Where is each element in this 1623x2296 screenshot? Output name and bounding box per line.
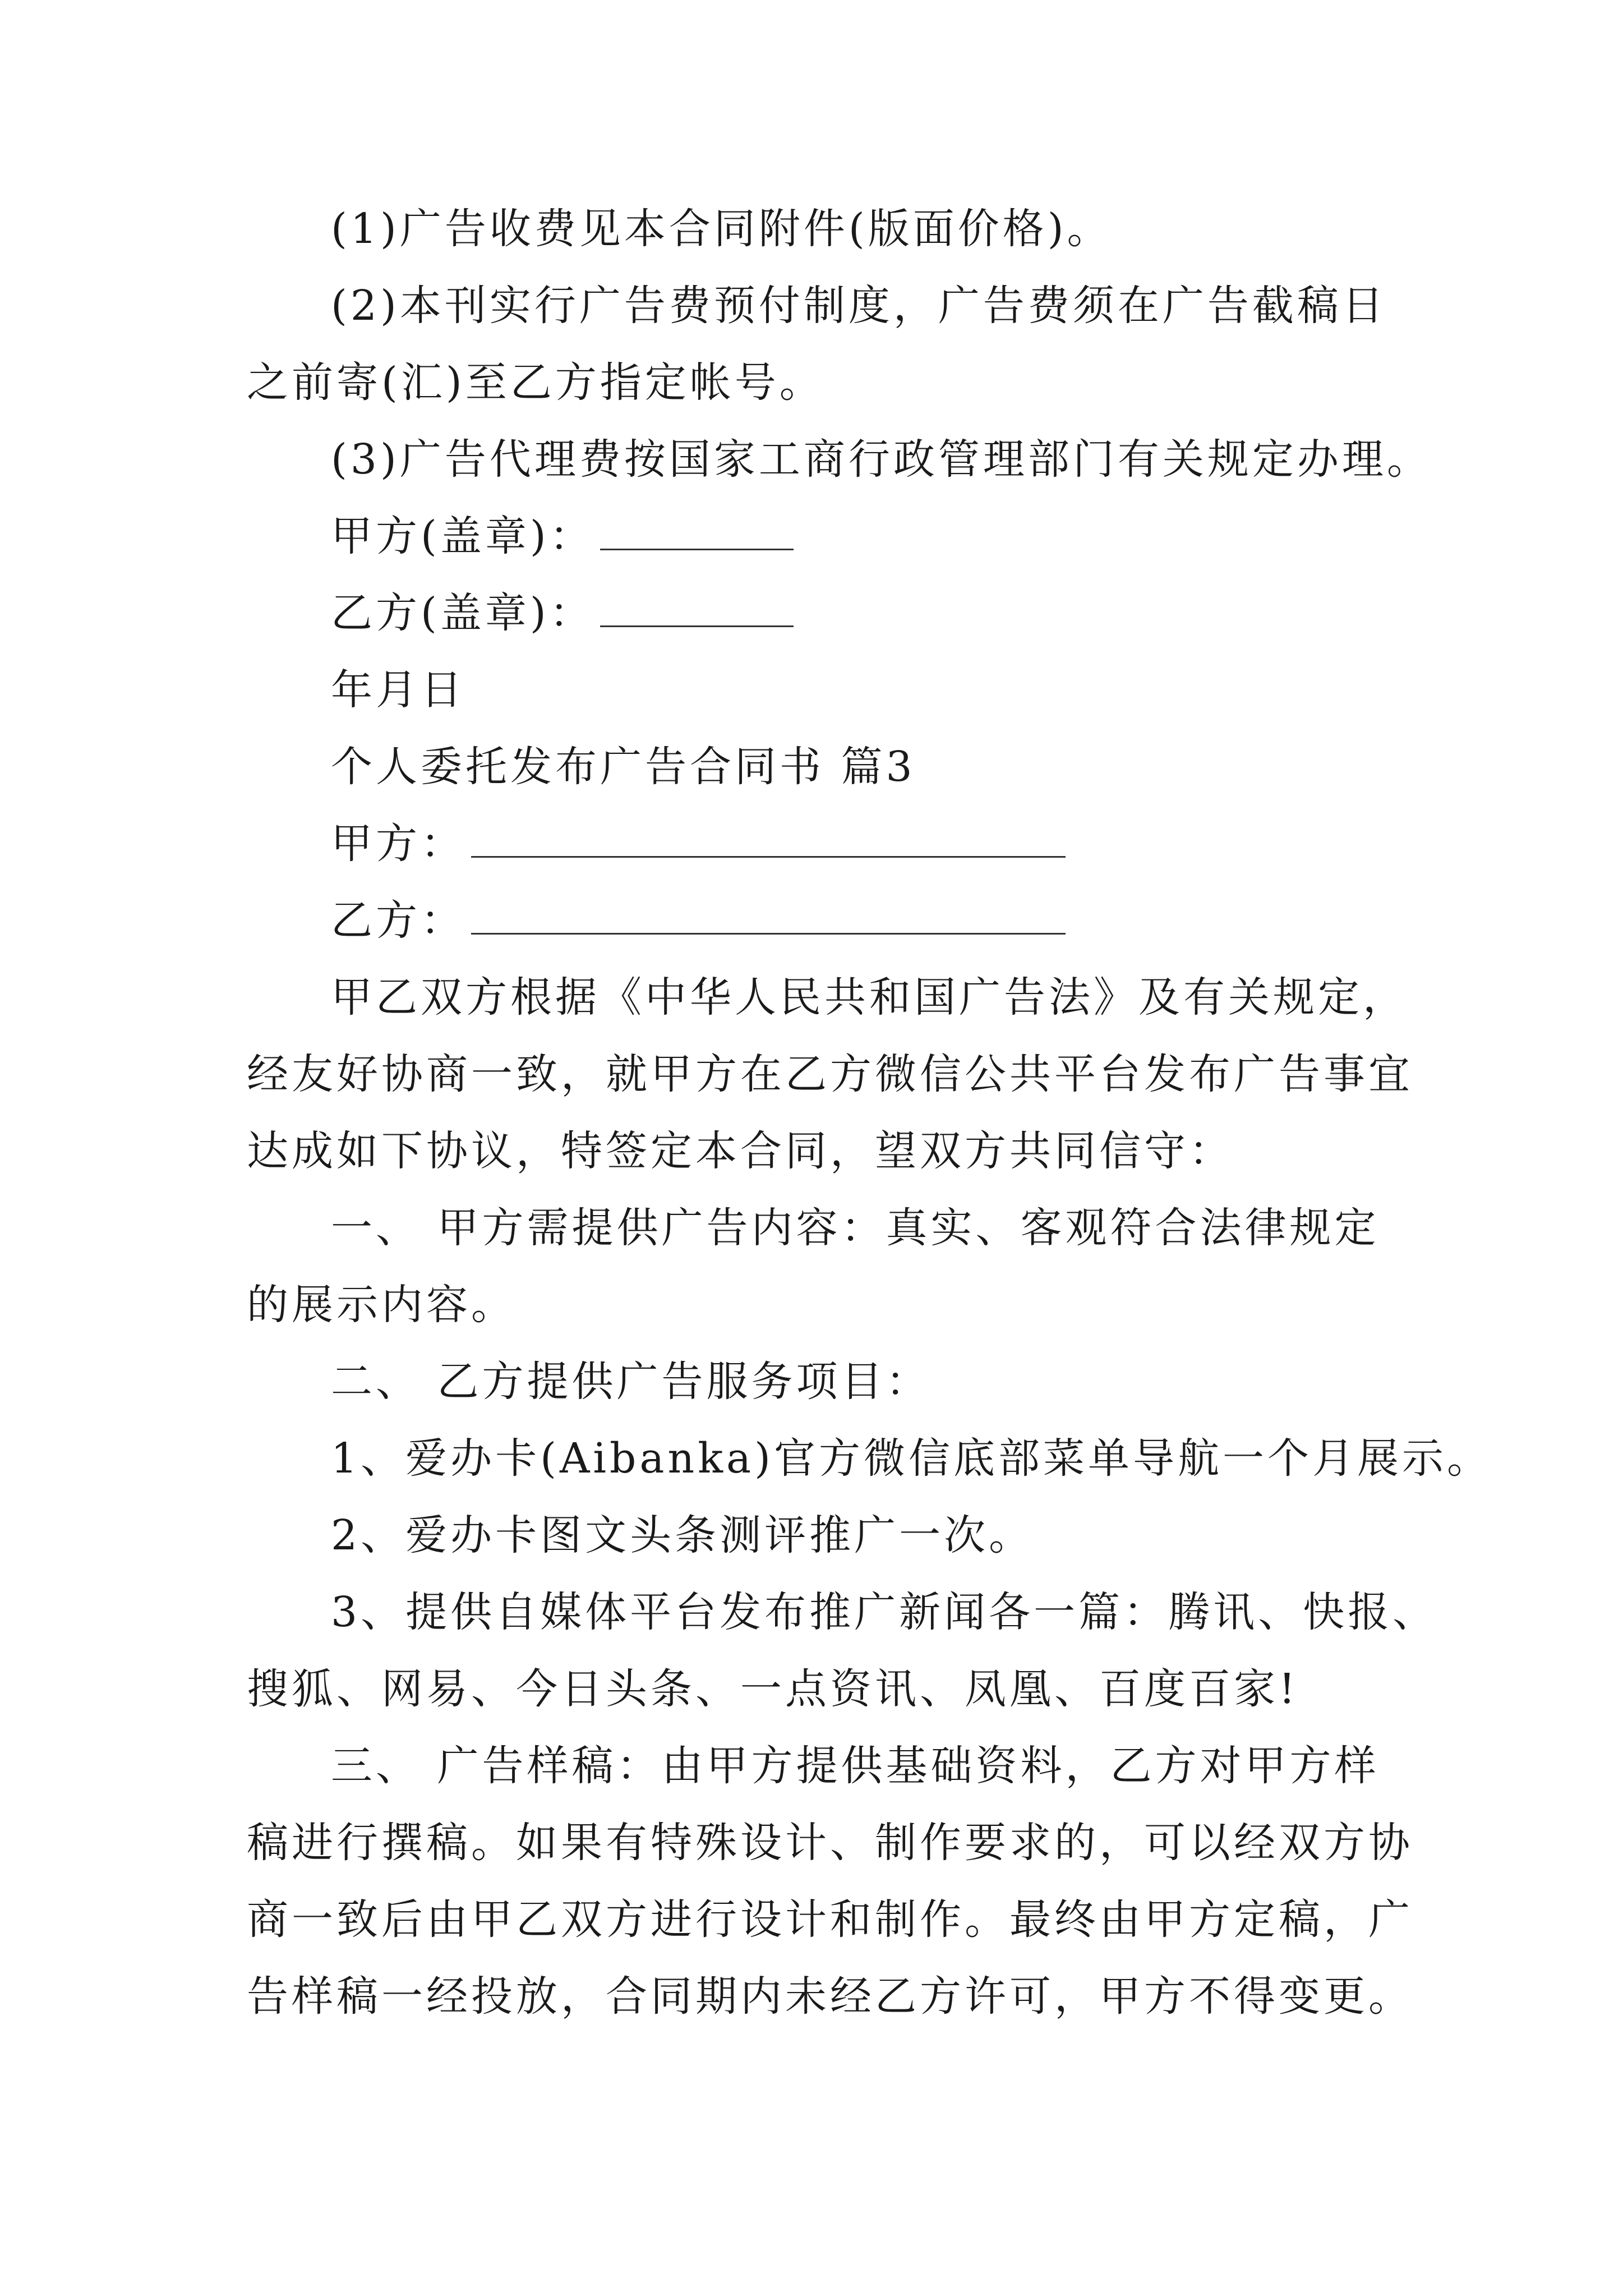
intro-line-1: 甲乙双方根据《中华人民共和国广告法》及有关规定，	[331, 973, 1408, 1022]
party-a-line: 甲方：	[247, 806, 1385, 882]
clause-3-line-2: 稿进行撰稿。如果有特殊设计、制作要求的，可以经双方协	[247, 1819, 1413, 1867]
document-body	[247, 191, 1492, 2035]
intro-line-3: 达成如下协议，特签定本合同，望双方共同信守：	[247, 1127, 1234, 1175]
service-item-3-line-1: 3、提供自媒体平台发布推广新闻各一篇：腾讯、快报、	[331, 1588, 1438, 1636]
fee-clause-2-line-1: (2)本刊实行广告费预付制度，广告费须在广告截稿日	[331, 282, 1387, 330]
intro-line-2: 经友好协商一致，就甲方在乙方微信公共平台发布广告事宜	[247, 1050, 1413, 1098]
party-b-line: 乙方：	[247, 882, 1385, 959]
service-item-2: 2、爱办卡图文头条测评推广一次。	[331, 1511, 1034, 1559]
clause-2-heading: 二、 乙方提供广告服务项目：	[331, 1358, 931, 1406]
fee-clause-2-line-2: 之前寄(汇)至乙方指定帐号。	[247, 358, 824, 407]
party-a-seal-line: 甲方(盖章)：	[247, 498, 1385, 575]
clause-3-line-1: 三、 广告样稿：由甲方提供基础资料，乙方对甲方样	[331, 1742, 1380, 1790]
party-b-seal-blank	[600, 592, 794, 627]
clause-3-line-3: 商一致后由甲乙双方进行设计和制作。最终由甲方定稿，广	[247, 1895, 1413, 1944]
fee-clause-3: (3)广告代理费按国家工商行政管理部门有关规定办理。	[331, 435, 1432, 484]
service-item-3-line-2: 搜狐、网易、今日头条、一点资讯、凤凰、百度百家!	[247, 1665, 1299, 1713]
party-b-seal-line: 乙方(盖章)：	[247, 575, 1385, 652]
party-a-seal-blank	[600, 515, 794, 550]
section-title: 个人委托发布广告合同书 篇3	[331, 743, 916, 791]
party-b-blank	[471, 899, 1066, 935]
fee-clause-1: (1)广告收费见本合同附件(版面价格)。	[331, 205, 1112, 253]
date-line: 年月日	[331, 666, 465, 714]
clause-1-line-1: 一、 甲方需提供广告内容：真实、客观符合法律规定	[331, 1204, 1380, 1252]
clause-1-line-2: 的展示内容。	[247, 1281, 516, 1329]
service-item-1: 1、爱办卡(Aibanka)官方微信底部菜单导航一个月展示。	[331, 1434, 1492, 1483]
clause-3-line-4: 告样稿一经投放，合同期内未经乙方许可，甲方不得变更。	[247, 1972, 1413, 2021]
party-a-blank	[471, 822, 1066, 858]
